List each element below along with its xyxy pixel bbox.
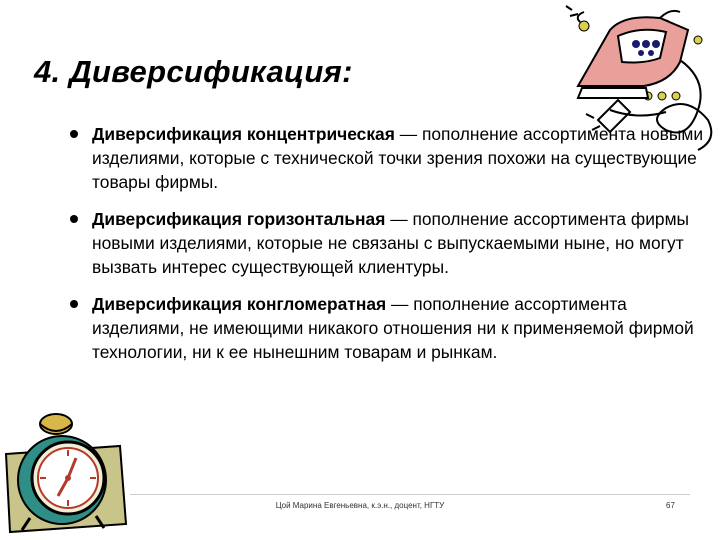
list-item bbox=[66, 122, 706, 194]
footer-divider bbox=[130, 494, 690, 495]
slide-title: 4. Диверсификация: bbox=[34, 54, 353, 89]
alarm-clock-clipart bbox=[0, 398, 130, 540]
bullet-dot-icon bbox=[70, 130, 78, 138]
term-concentric: Диверсификация концентрическая bbox=[92, 124, 395, 144]
definition-text: — пополнение ассортимента изделиями, не имеющими никакого отношения ни к применяемой фирмой технологии, ни к ее нынешним товарам и рынкам. bbox=[92, 294, 694, 362]
term-horizontal: Диверсификация горизонтальная bbox=[92, 209, 386, 229]
bullet-dot-icon bbox=[70, 300, 78, 308]
list-item bbox=[66, 207, 706, 279]
page-number: 67 bbox=[666, 501, 675, 510]
bullet-dot-icon bbox=[70, 215, 78, 223]
definition-text: — пополнение ассортимента фирмы новыми изделиями, которые не связаны с выпускаемыми ныне, но могут вызвать интерес существующей клиентуры. bbox=[92, 209, 690, 277]
footer-author: Цой Марина Евгеньевна, к.э.н., доцент, НГТУ bbox=[275, 501, 445, 510]
definition-text: — пополнение ассортимента новыми изделиями, которые с технической точки зрения похожи на существующие товары фирмы. bbox=[92, 124, 704, 192]
term-conglomerate: Диверсификация конгломератная bbox=[92, 294, 387, 314]
bullet-list bbox=[66, 122, 706, 377]
list-item bbox=[66, 292, 706, 364]
